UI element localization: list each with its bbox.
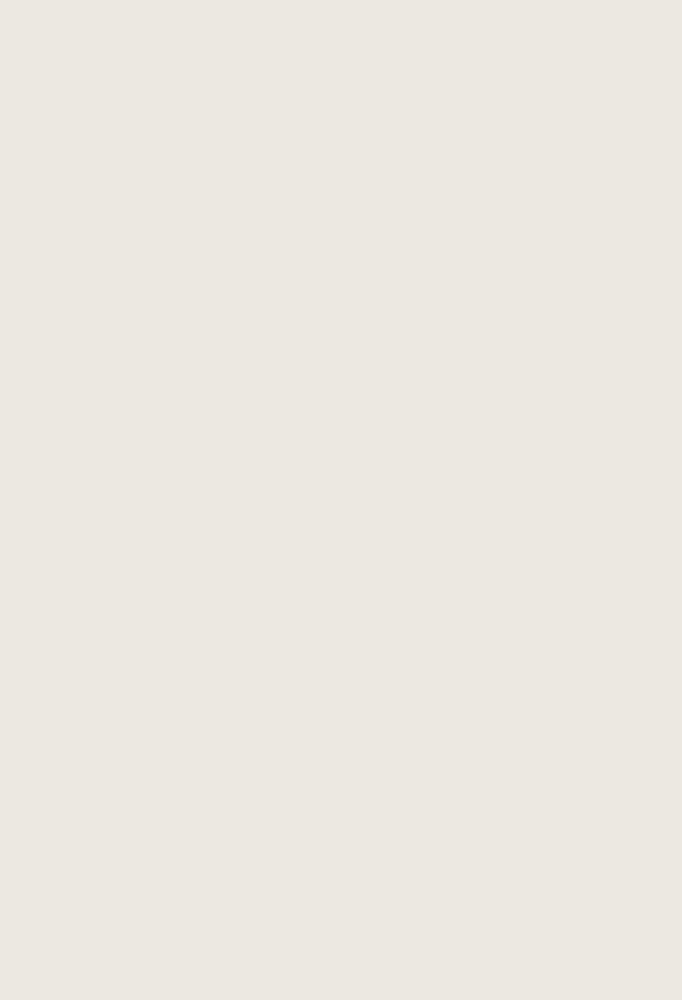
rotated-table [60, 55, 620, 845]
